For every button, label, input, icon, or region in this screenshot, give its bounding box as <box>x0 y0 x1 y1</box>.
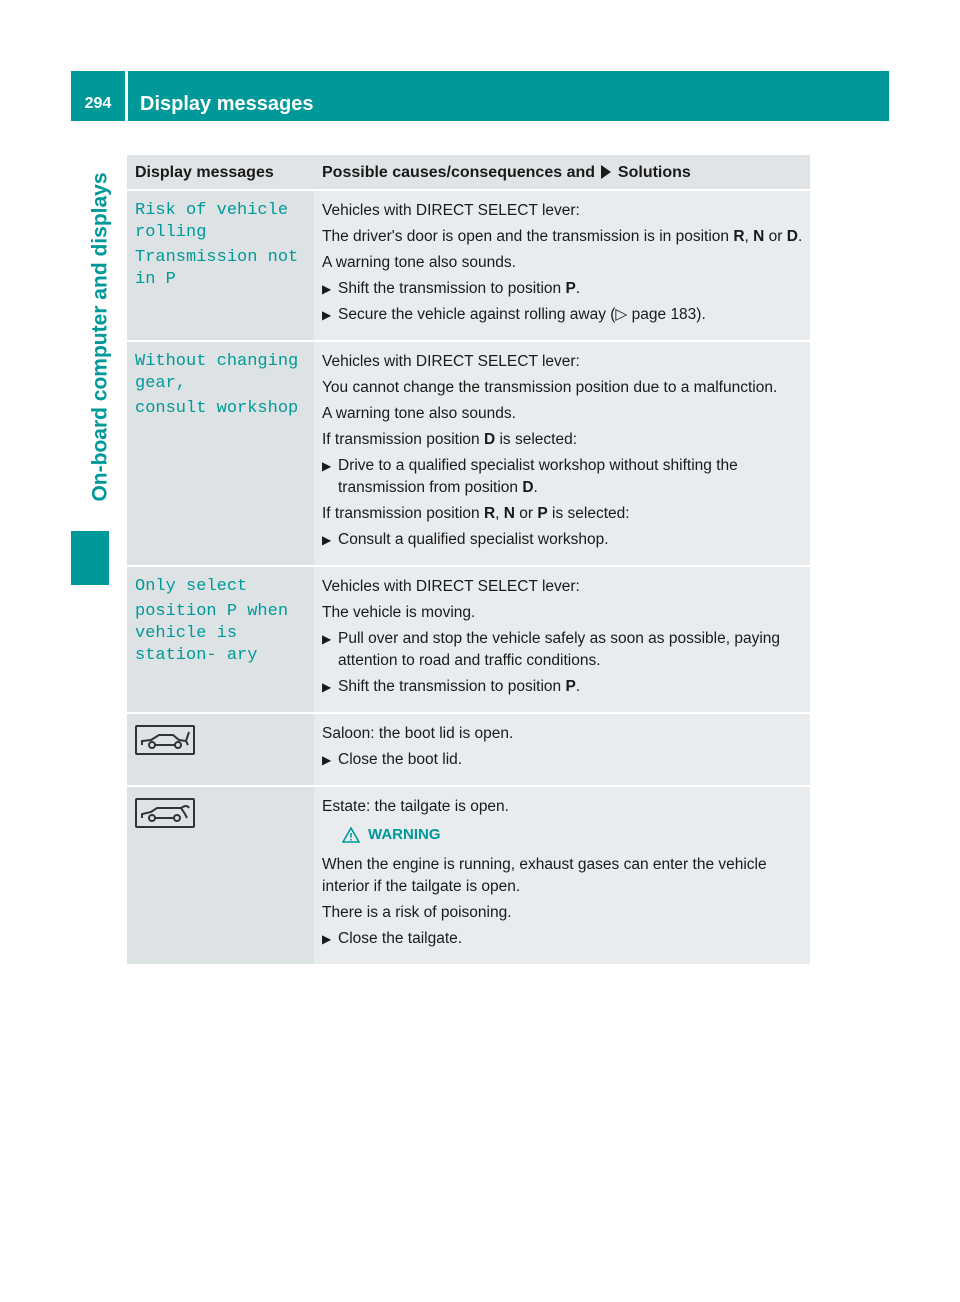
col-header-solutions-label: Solutions <box>617 164 691 181</box>
table-row <box>127 191 810 342</box>
solution-step-text: Drive to a qualified specialist workshop without shifting the transmission from position D. <box>338 457 738 496</box>
message-cell <box>127 787 314 964</box>
step-arrow-icon: ▶ <box>322 282 332 296</box>
page-title: Display messages <box>140 93 314 115</box>
side-tab-marker <box>71 531 109 585</box>
solution-step <box>322 455 804 499</box>
table-header-row <box>127 155 810 191</box>
step-arrow-icon: ▶ <box>322 632 332 646</box>
solution-step-text: Pull over and stop the vehicle safely as soon as possible, paying attention to road and traffic conditions. <box>338 630 781 669</box>
cause-text: A warning tone also sounds. <box>322 405 516 422</box>
message-cell <box>127 342 314 565</box>
solution-step-text: Secure the vehicle against rolling away (▷ page 183). <box>338 306 706 323</box>
table-row <box>127 787 810 966</box>
solution-step <box>322 676 804 698</box>
display-message-text: Only select <box>135 577 248 596</box>
cause-text: The vehicle is moving. <box>322 604 476 621</box>
solution-step-text: Consult a qualified specialist workshop. <box>338 531 609 548</box>
solution-step-text: Close the boot lid. <box>338 751 463 768</box>
solution-step <box>322 278 804 300</box>
step-arrow-icon: ▶ <box>322 753 332 767</box>
page-header <box>71 71 889 121</box>
solution-step <box>322 628 804 672</box>
side-tab <box>82 144 120 530</box>
solution-step <box>322 304 804 326</box>
solution-step <box>322 749 804 771</box>
arrow-right-icon <box>601 165 611 179</box>
page-number: 294 <box>84 95 112 112</box>
solution-step-text: Close the tailgate. <box>338 930 463 947</box>
step-arrow-icon: ▶ <box>322 932 332 946</box>
cause-text: You cannot change the transmission position due to a malfunction. <box>322 379 778 396</box>
side-tab-label: On-board computer and displays <box>89 172 112 502</box>
col-header-causes: Possible causes/consequences and <box>322 164 596 181</box>
cause-text: Estate: the tailgate is open. <box>322 798 509 815</box>
cause-text: Vehicles with DIRECT SELECT lever: <box>322 578 580 595</box>
header-separator <box>125 71 128 121</box>
cause-text: Saloon: the boot lid is open. <box>322 725 514 742</box>
step-arrow-icon: ▶ <box>322 459 332 473</box>
solution-step-text: Shift the transmission to position P. <box>338 678 581 695</box>
solution-cell <box>314 787 810 964</box>
solution-step-text: Shift the transmission to position P. <box>338 280 581 297</box>
display-message-text: Without changing gear, <box>135 352 299 393</box>
cause-text: If transmission position R, N or P is selected: <box>322 505 630 522</box>
display-messages-table <box>127 155 810 966</box>
warning-triangle-icon <box>342 827 360 843</box>
message-cell <box>127 567 314 712</box>
solution-cell <box>314 714 810 785</box>
step-arrow-icon: ▶ <box>322 533 332 547</box>
cause-text: Vehicles with DIRECT SELECT lever: <box>322 202 580 219</box>
cause-text: If transmission position D is selected: <box>322 431 578 448</box>
solution-step <box>322 529 804 551</box>
display-message-text: Risk of vehicle rolling <box>135 201 289 242</box>
step-arrow-icon: ▶ <box>322 308 332 322</box>
estate-tailgate-open-icon <box>135 798 195 828</box>
table-row <box>127 342 810 567</box>
display-message-text: Transmission not in P <box>135 248 299 289</box>
message-cell <box>127 714 314 785</box>
step-arrow-icon: ▶ <box>322 680 332 694</box>
cause-text: The driver's door is open and the transmission is in position R, N or D. <box>322 228 803 245</box>
col-header-messages: Display messages <box>127 155 314 189</box>
cause-text: There is a risk of poisoning. <box>322 904 512 921</box>
solution-cell <box>314 342 810 565</box>
cause-text: Vehicles with DIRECT SELECT lever: <box>322 353 580 370</box>
display-message-text: position P when vehicle is station‐ ary <box>135 602 289 665</box>
warning-label: WARNING <box>368 826 441 843</box>
cause-text: When the engine is running, exhaust gases can enter the vehicle interior if the tailgate is open. <box>322 856 767 895</box>
table-row <box>127 567 810 714</box>
table-row <box>127 714 810 787</box>
solution-cell <box>314 567 810 712</box>
saloon-boot-open-icon <box>135 725 195 755</box>
solution-step <box>322 928 804 950</box>
message-cell <box>127 191 314 340</box>
col-header-solutions <box>314 155 810 189</box>
warning-heading <box>342 824 804 846</box>
cause-text: A warning tone also sounds. <box>322 254 516 271</box>
solution-cell <box>314 191 810 340</box>
display-message-text: consult workshop <box>135 399 299 418</box>
